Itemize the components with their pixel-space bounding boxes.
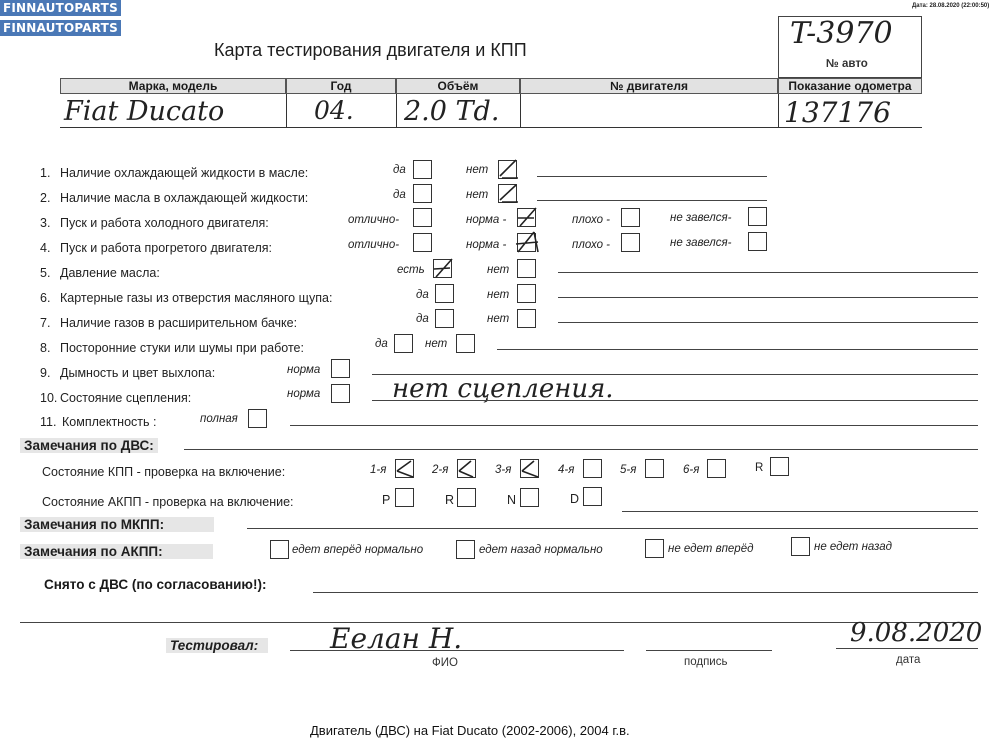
- tested-label: Тестировал:: [166, 638, 268, 653]
- check-mark-icon: [455, 457, 479, 481]
- value-year: 04.: [314, 96, 354, 125]
- option-label: нет: [425, 338, 448, 350]
- image-caption: Двигатель (ДВС) на Fiat Ducato (2002-2006), 2004 г.в.: [310, 723, 630, 738]
- checkbox-akpp-r[interactable]: [457, 488, 476, 507]
- header-year: Год: [286, 78, 396, 94]
- check-mark-icon: [496, 156, 522, 182]
- fio-label: ФИО: [432, 657, 458, 669]
- site-logo: FINNAUTOPARTS: [0, 0, 121, 16]
- divider: [520, 94, 521, 128]
- value-volume: 2.0 Td.: [404, 96, 500, 127]
- question-text: Состояние сцепления:: [60, 391, 192, 405]
- question-text: Пуск и работа холодного двигателя:: [60, 216, 269, 230]
- question-text: Давление масла:: [60, 266, 160, 280]
- mkpp-remarks-label: Замечания по МКПП:: [20, 517, 214, 532]
- akpp-label: Состояние АКПП - проверка на включение:: [42, 495, 294, 509]
- checkbox-akpp-no-forward[interactable]: [645, 539, 664, 558]
- divider: [778, 94, 779, 128]
- checkbox-net[interactable]: [517, 284, 536, 303]
- gear-label: 6-я: [683, 464, 700, 476]
- option-label: норма -: [466, 239, 507, 251]
- question-text: Наличие масла в охлаждающей жидкости:: [60, 191, 309, 205]
- auto-number-label: № авто: [826, 58, 868, 70]
- option-label: не завелся-: [670, 237, 732, 249]
- option-label: не завелся-: [670, 212, 732, 224]
- option-label: не едет назад: [814, 541, 893, 553]
- checkbox-net[interactable]: [517, 259, 536, 278]
- answer-line: [313, 592, 978, 593]
- check-mark-icon: [496, 180, 522, 206]
- checkbox-ploho[interactable]: [621, 233, 640, 252]
- checkbox-norma[interactable]: [331, 359, 350, 378]
- option-label: едет вперёд нормально: [292, 544, 424, 556]
- option-label: едет назад нормально: [479, 544, 603, 556]
- question-number: 3.: [40, 216, 51, 230]
- question-number: 9.: [40, 366, 51, 380]
- option-label: норма -: [466, 214, 507, 226]
- option-label: да: [416, 313, 429, 325]
- header-volume: Объём: [396, 78, 520, 94]
- gear-label: 2-я: [432, 464, 449, 476]
- option-label: норма: [287, 364, 321, 376]
- checkbox-norma[interactable]: [331, 384, 350, 403]
- option-label: нет: [466, 189, 489, 201]
- kpp-label: Состояние КПП - проверка на включение:: [42, 465, 286, 479]
- question-text: Картерные газы из отверстия масляного щупа:: [60, 291, 333, 305]
- answer-line: [537, 176, 767, 177]
- option-label: не едет вперёд: [668, 543, 754, 555]
- question-number: 8.: [40, 341, 51, 355]
- option-label: отлично-: [348, 239, 400, 251]
- checkbox-da[interactable]: [413, 160, 432, 179]
- checkbox-ne-zavelsya[interactable]: [748, 232, 767, 251]
- option-label: нет: [487, 264, 510, 276]
- option-label: нет: [487, 289, 510, 301]
- date-label: дата: [896, 654, 921, 666]
- question-text: Посторонние стуки или шумы при работе:: [60, 341, 304, 355]
- answer-line: [20, 622, 978, 623]
- divider: [396, 94, 397, 128]
- question-text: Дымность и цвет выхлопа:: [60, 366, 216, 380]
- option-label: плохо -: [572, 239, 610, 251]
- checkbox-da[interactable]: [435, 284, 454, 303]
- answer-line: [558, 297, 978, 298]
- question-number: 1.: [40, 166, 51, 180]
- site-logo-secondary: FINNAUTOPARTS: [0, 20, 121, 36]
- akpp-remarks-label: Замечания по АКПП:: [20, 544, 213, 559]
- checkbox-akpp-n[interactable]: [520, 488, 539, 507]
- option-label: да: [375, 338, 388, 350]
- checkbox-da[interactable]: [435, 309, 454, 328]
- signature-line: [646, 650, 772, 651]
- gear-label: R: [755, 462, 764, 474]
- fio-line: [290, 650, 624, 651]
- tester-name-handwritten: Еелан Н.: [330, 622, 463, 655]
- checkbox-net[interactable]: [517, 309, 536, 328]
- question-number: 7.: [40, 316, 51, 330]
- option-label: отлично-: [348, 214, 400, 226]
- checkbox-polnaya[interactable]: [248, 409, 267, 428]
- auto-number-handwritten: T-3970: [790, 16, 893, 51]
- akpp-position-label: R: [445, 493, 455, 507]
- value-odometer: 137176: [784, 96, 891, 129]
- question-text: Пуск и работа прогретого двигателя:: [60, 241, 272, 255]
- answer-line: [537, 200, 767, 201]
- checkbox-akpp-back-ok[interactable]: [456, 540, 475, 559]
- checkbox-gear-5[interactable]: [645, 459, 664, 478]
- checkbox-gear-r[interactable]: [770, 457, 789, 476]
- check-mark-icon: [430, 255, 458, 283]
- option-label: есть: [397, 264, 425, 276]
- checkbox-ne-zavelsya[interactable]: [748, 207, 767, 226]
- checkbox-da[interactable]: [394, 334, 413, 353]
- removed-label: Снято с ДВС (по согласованию!):: [44, 577, 267, 592]
- header-make-model: Марка, модель: [60, 78, 286, 94]
- option-label: нет: [466, 164, 489, 176]
- checkbox-gear-6[interactable]: [707, 459, 726, 478]
- answer-line: [622, 511, 978, 512]
- akpp-position-label: D: [570, 492, 580, 506]
- question-number: 4.: [40, 241, 51, 255]
- answer-line: [184, 449, 978, 450]
- answer-line: [558, 322, 978, 323]
- checkbox-otlichno[interactable]: [413, 233, 432, 252]
- clutch-note-handwritten: нет сцепления.: [392, 374, 614, 404]
- question-number: 5.: [40, 266, 51, 280]
- question-text: Комплектность :: [62, 415, 157, 429]
- value-make-model: Fiat Ducato: [64, 96, 225, 127]
- gear-label: 5-я: [620, 464, 637, 476]
- check-mark-icon: [512, 228, 544, 258]
- option-label: полная: [200, 413, 238, 425]
- form-title: Карта тестирования двигателя и КПП: [214, 40, 527, 60]
- checkbox-akpp-forward-ok[interactable]: [270, 540, 289, 559]
- dvs-remarks-label: Замечания по ДВС:: [20, 438, 158, 453]
- date-stamp: Дата: 28.08.2020 (22:00:50): [912, 3, 990, 9]
- akpp-position-label: P: [382, 493, 391, 507]
- gear-label: 4-я: [558, 464, 575, 476]
- checkbox-akpp-no-back[interactable]: [791, 537, 810, 556]
- date-handwritten: 9.08.2020: [850, 618, 983, 648]
- date-line: [836, 648, 978, 649]
- header-engine-no: № двигателя: [520, 78, 778, 94]
- checkbox-otlichno[interactable]: [413, 208, 432, 227]
- option-label: да: [416, 289, 429, 301]
- signature-label: подпись: [684, 656, 728, 668]
- answer-line: [290, 425, 978, 426]
- check-mark-icon: [393, 457, 417, 481]
- option-label: да: [393, 189, 406, 201]
- answer-line: [558, 272, 978, 273]
- option-label: плохо -: [572, 214, 610, 226]
- answer-line: [497, 349, 978, 350]
- checkbox-akpp-p[interactable]: [395, 488, 414, 507]
- question-text: Наличие газов в расширительном бачке:: [60, 316, 298, 330]
- question-number: 6.: [40, 291, 51, 305]
- question-number: 11.: [40, 415, 57, 429]
- option-label: норма: [287, 388, 321, 400]
- header-odometer: Показание одометра: [778, 78, 922, 94]
- question-number: 10.: [40, 391, 58, 405]
- checkbox-da[interactable]: [413, 184, 432, 203]
- option-label: да: [393, 164, 406, 176]
- checkbox-net[interactable]: [456, 334, 475, 353]
- checkbox-ploho[interactable]: [621, 208, 640, 227]
- answer-line: [247, 528, 978, 529]
- question-number: 2.: [40, 191, 51, 205]
- question-text: Наличие охлаждающей жидкости в масле:: [60, 166, 309, 180]
- gear-label: 3-я: [495, 464, 512, 476]
- divider: [286, 94, 287, 128]
- check-mark-icon: [518, 457, 542, 481]
- answer-line: [372, 400, 978, 401]
- checkbox-akpp-d[interactable]: [583, 487, 602, 506]
- checkbox-gear-4[interactable]: [583, 459, 602, 478]
- gear-label: 1-я: [370, 464, 387, 476]
- option-label: нет: [487, 313, 510, 325]
- akpp-position-label: N: [507, 493, 517, 507]
